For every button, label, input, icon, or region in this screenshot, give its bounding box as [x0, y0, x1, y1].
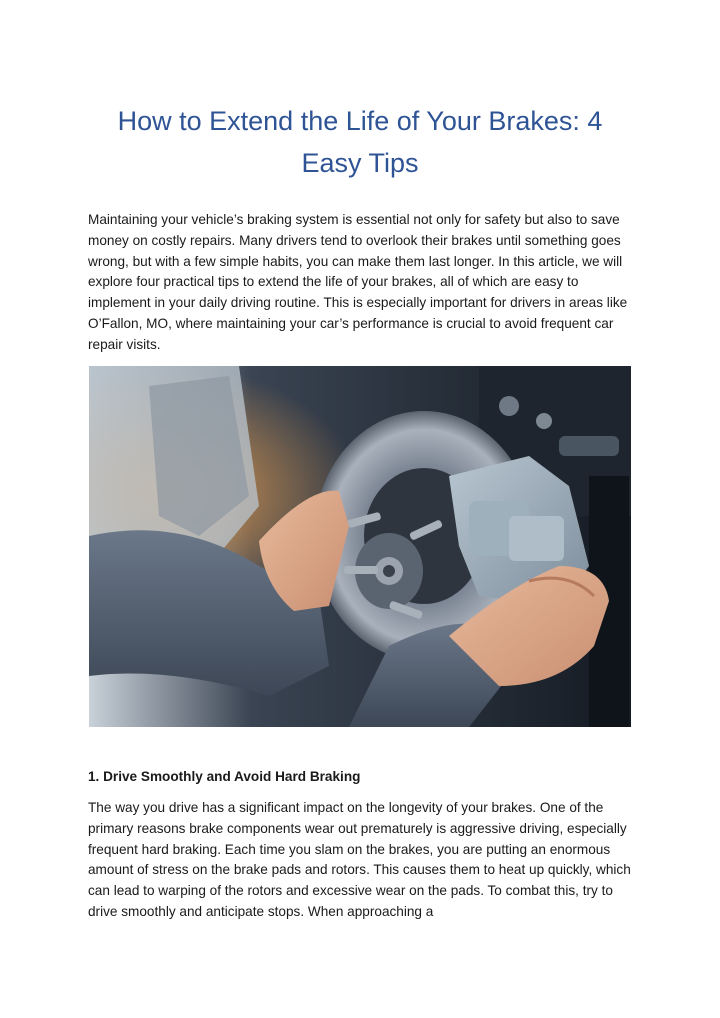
section-body: The way you drive has a significant impact on the longevity of your brakes. One of the primary reasons brake components wear out prematurely is aggressive driving, especially frequent hard braking. Each time you slam on the brakes, you are putting an enormous amount of stress on the brake pads and rotors. This causes them to heat up quickly, which can lead to warping of the rotors and excessive wear on the pads. To combat this, try to drive smoothly and anticipate stops. When approaching a — [88, 800, 631, 919]
section-heading: 1. Drive Smoothly and Avoid Hard Braking — [88, 769, 361, 784]
intro-paragraph: Maintaining your vehicle’s braking system is essential not only for safety but also to save money on costly repairs. Many drivers tend to overlook their brakes until something goes wrong, but with a few simple habits, you can make them last longer. In this article, we will explore four practical tips to extend the life of your brakes, all of which are easy to implement in your daily driving routine. This is especially important for drivers in areas like O’Fallon, MO, where maintaining your car’s performance is crucial to avoid frequent car repair visits. — [88, 212, 628, 352]
article-title: How to Extend the Life of Your Brakes: 4 Easy Tips — [117, 106, 603, 178]
brake-repair-photo — [89, 366, 631, 727]
